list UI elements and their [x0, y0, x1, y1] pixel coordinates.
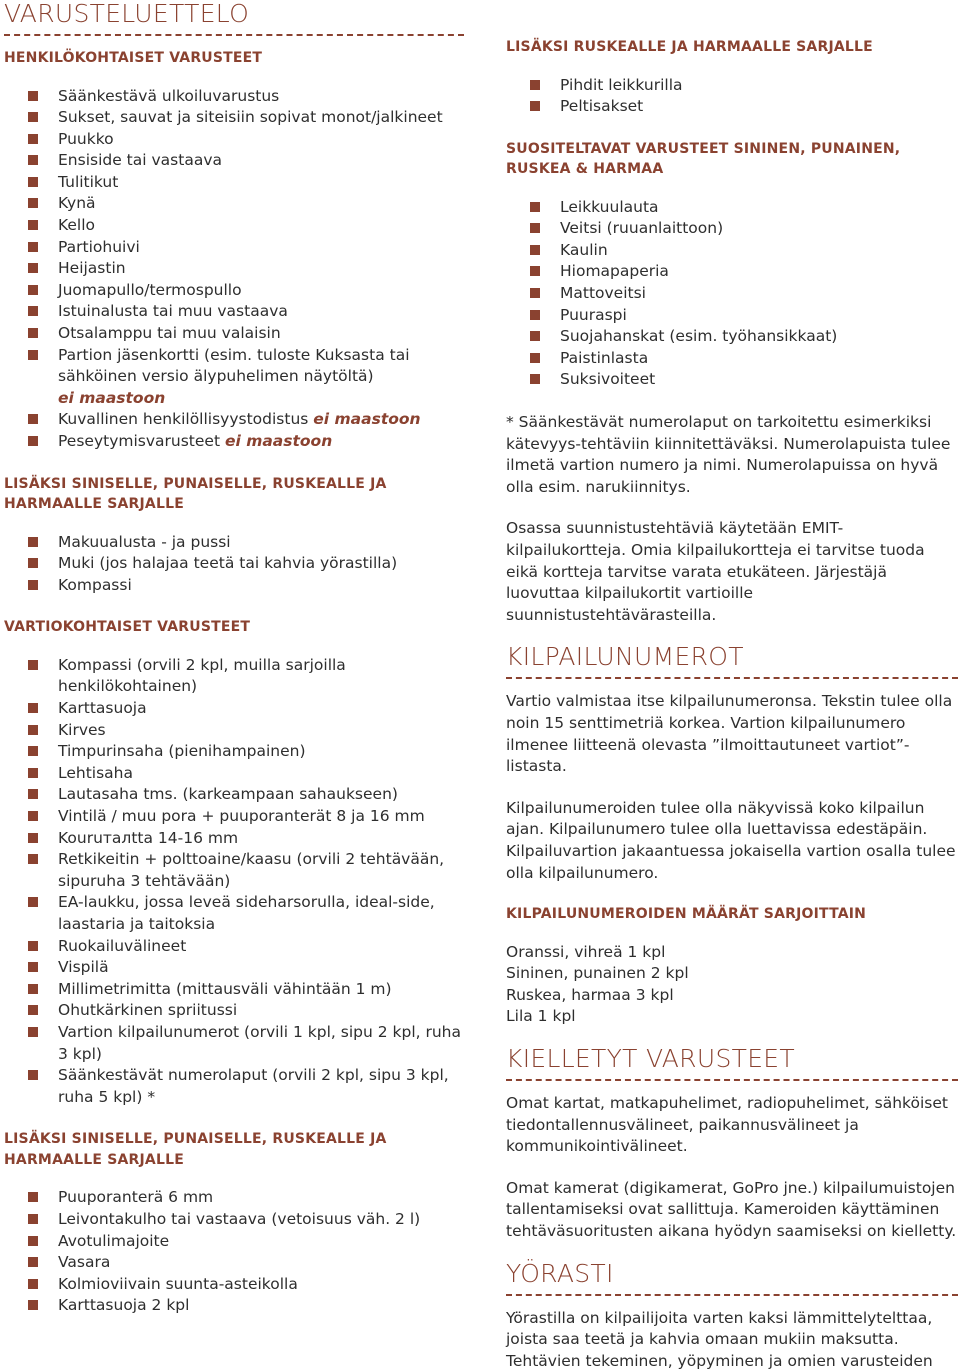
bullet-icon: [28, 897, 38, 907]
section-heading-personal: HENKILÖKOHTAISET VARUSTEET: [4, 50, 263, 66]
bullet-icon: [28, 984, 38, 994]
list-personal: [4, 86, 464, 453]
section-title-night-checkpoint: YÖRASTI: [506, 1258, 614, 1288]
list-item: Peltisakset: [506, 96, 958, 118]
list-item: Juomapullo/termospullo: [4, 280, 464, 302]
list-item: Kompassi: [4, 575, 464, 597]
list-item: Mattoveitsi: [506, 283, 958, 305]
list-item: Otsalamppu tai muu valaisin: [4, 323, 464, 345]
list-item: Lehtisaha: [4, 763, 464, 785]
bullet-icon: [28, 833, 38, 843]
list-item: Karttasuoja 2 kpl: [4, 1295, 464, 1317]
list-item: Puukko: [4, 129, 464, 151]
list-item: Millimetrimitta (mittausväli vähintään 1 m): [4, 979, 464, 1001]
competition-numbers-text-1: Vartio valmistaa itse kilpailunumeronsa. Tekstin tulee olla noin 15 senttimetriä korkea. Vartion kilpailunumero ilmenee liitteenä olevasta ”ilmoittautuneet vartiot”-listasta.: [506, 692, 953, 776]
bullet-icon: [28, 1192, 38, 1202]
bullet-icon: [28, 1279, 38, 1289]
bullet-icon: [28, 768, 38, 778]
list-item: Säänkestävä ulkoiluvarustus: [4, 86, 464, 108]
list-recommended: [506, 197, 958, 391]
bullet-icon: [28, 703, 38, 713]
bullet-icon: [530, 310, 540, 320]
list-item: Ruokailuvälineet: [4, 936, 464, 958]
right-column: [506, 0, 958, 1372]
numbertag-note: * Säänkestävät numerolaput on tarkoitettu esimerkiksi kätevyys-tehtäviin kiinnitettäväksi. Numerolapuista tulee ilmetä vartion numero ja nimi. Numerolapuissa on hyvä olla esim. narukiinnitys.: [506, 413, 951, 496]
bullet-icon: [28, 328, 38, 338]
list-item: Pihdit leikkurilla: [506, 75, 958, 97]
section-title-competition-numbers: KILPAILUNUMEROT: [506, 642, 744, 672]
list-item: Karttasuoja: [4, 698, 464, 720]
list-item: Vispilä: [4, 957, 464, 979]
bullet-icon: [28, 1300, 38, 1310]
bullet-icon: [28, 134, 38, 144]
section-heading-extra-blue-red-brown-grey-patrol: LISÄKSI SINISELLE, PUNAISELLE, RUSKEALLE JA HARMAALLE SARJALLE: [4, 1131, 387, 1168]
not-in-field-note: ei maastoon: [313, 410, 421, 429]
bullet-icon: [28, 1257, 38, 1267]
section-heading-patrol: VARTIOKOHTAISET VARUSTEET: [4, 619, 251, 636]
list-extra-patrol: [4, 1187, 464, 1317]
section-heading-extra-blue-red-brown-grey: LISÄKSI SINISELLE, PUNAISELLE, RUSKEALLE JA HARMAALLE SARJALLE: [4, 475, 387, 513]
left-column: [4, 0, 464, 1317]
list-item: Makuualusta - ja pussi: [4, 532, 464, 554]
list-item: Partiohuivi: [4, 237, 464, 259]
bullet-icon: [28, 558, 38, 568]
emit-card-note: Osassa suunnistustehtäviä käytetään EMIT-kilpailukortteja. Omia kilpailukortteja ei tarvitse tuoda eikä kortteja tarvitse varata etukäteen. Järjestäjä luovuttaa kilpailukortit vartioille suunnistustehtävärasteilla.: [506, 519, 925, 624]
section-heading-numbers-per-series: KILPAILUNUMEROIDEN MÄÄRÄT SARJOITTAIN: [506, 906, 867, 923]
not-in-field-note: ei maastoon: [224, 432, 333, 450]
list-item: Suksivoiteet: [506, 369, 958, 391]
bullet-icon: [28, 306, 38, 316]
bullet-icon: [28, 941, 38, 951]
list-item: Kuvallinen henkilöllisyystodistus ei maastoon: [4, 409, 464, 431]
bullet-icon: [28, 537, 38, 547]
bullet-icon: [28, 725, 38, 735]
bullet-icon: [28, 198, 38, 208]
list-item: Muki (jos halajaa teetä tai kahvia yörastilla): [4, 553, 464, 575]
bullet-icon: [28, 414, 38, 424]
bullet-icon: [28, 112, 38, 122]
forbidden-equipment-text-2: Omat kamerat (digikamerat, GoPro jne.) kilpailumuistojen tallentamiseksi ovat sallittuja. Kameroiden käyttäminen tehtäväsuoritusten aikana hyödyn saamiseksi on kielletty.: [506, 1178, 957, 1240]
list-item: Heijastin: [4, 258, 464, 280]
bullet-icon: [28, 746, 38, 756]
list-item: Ensiside tai vastaava: [4, 150, 464, 172]
bullet-icon: [28, 155, 38, 165]
list-item: Kello: [4, 215, 464, 237]
bullet-icon: [28, 1005, 38, 1015]
list-patrol: [4, 655, 464, 1108]
list-item: Vintilä / muu pora + puuporanterät 8 ja 16 mm: [4, 806, 464, 828]
numbers-per-series-line: Lila 1 kpl: [506, 1007, 576, 1026]
page-title: VARUSTELUETTELO: [4, 0, 250, 28]
list-item: Kynä: [4, 193, 464, 215]
forbidden-equipment-text-1: Omat kartat, matkapuhelimet, radiopuhelimet, sähköiset tiedontallennusvälineet, paikannusvälineet ja kommunikointivälineet.: [506, 1094, 948, 1156]
list-item: Peseytymisvarusteet ei maastoon: [4, 431, 464, 453]
bullet-icon: [28, 285, 38, 295]
list-item: Tulitikut: [4, 172, 464, 194]
section-heading-recommended: SUOSITELTAVAT VARUSTEET SININEN, PUNAINEN, RUSKEA & HARMAA: [506, 140, 901, 178]
list-item: Puuraspi: [506, 305, 958, 327]
bullet-icon: [530, 374, 540, 384]
list-item: Leikkuulauta: [506, 197, 958, 219]
bullet-icon: [530, 202, 540, 212]
list-item: Istuinalusta tai muu vastaava: [4, 301, 464, 323]
numbers-per-series-line: Sininen, punainen 2 kpl: [506, 964, 689, 983]
bullet-icon: [530, 353, 540, 363]
bullet-icon: [530, 266, 540, 276]
numbers-per-series-line: Oranssi, vihreä 1 kpl: [506, 942, 666, 961]
list-item: EA-laukku, jossa leveä sideharsorulla, ideal-side, laastaria ja taitoksia: [4, 892, 464, 935]
bullet-icon: [28, 91, 38, 101]
list-extra-series: [4, 532, 464, 597]
list-item: Partion jäsenkortti (esim. tuloste Kuksasta tai sähköinen versio älypuhelimen näytöltä) ei maastoon: [4, 345, 464, 410]
bullet-icon: [530, 288, 540, 298]
list-item: Vasara: [4, 1252, 464, 1274]
bullet-icon: [530, 101, 540, 111]
list-extra-brown-grey: [506, 75, 958, 118]
list-item: Puuporanterä 6 mm: [4, 1187, 464, 1209]
bullet-icon: [28, 350, 38, 360]
list-item: Ohutkärkinen spriitussi: [4, 1000, 464, 1022]
bullet-icon: [28, 789, 38, 799]
list-item: Hiomapaperia: [506, 261, 958, 283]
bullet-icon: [28, 1214, 38, 1224]
list-item: Kompassi (orvili 2 kpl, muilla sarjoilla henkilökohtainen): [4, 655, 464, 698]
competition-numbers-text-2: Kilpailunumeroiden tulee olla näkyvissä koko kilpailun ajan. Kilpailunumero tulee olla luettavissa edestäpäin. Kilpailuvartion jakaantuessa jokaisella vartion osalla tulee olla kilpailunumero.: [506, 798, 956, 882]
list-item: Säänkestävät numerolaput (orvili 2 kpl, sipu 3 kpl, ruha 5 kpl) *: [4, 1065, 464, 1108]
bullet-icon: [28, 962, 38, 972]
list-item: Sukset, sauvat ja siteisiin sopivat monot/jalkineet: [4, 107, 464, 129]
list-item: Kolmioviivain suunta-asteikolla: [4, 1274, 464, 1296]
not-in-field-note: ei maastoon: [58, 388, 166, 407]
bullet-icon: [28, 1027, 38, 1037]
list-item: Suojahanskat (esim. työhansikkaat): [506, 326, 958, 348]
list-item: Avotulimajoite: [4, 1231, 464, 1253]
list-item: Paistinlasta: [506, 348, 958, 370]
bullet-icon: [28, 436, 38, 446]
numbers-per-series-line: Ruskea, harmaa 3 kpl: [506, 985, 674, 1004]
bullet-icon: [28, 220, 38, 230]
section-heading-extra-brown-grey: LISÄKSI RUSKEALLE JA HARMAALLE SARJALLE: [506, 39, 873, 55]
bullet-icon: [530, 331, 540, 341]
bullet-icon: [28, 263, 38, 273]
bullet-icon: [530, 223, 540, 233]
list-item: Veitsi (ruuanlaittoon): [506, 218, 958, 240]
bullet-icon: [28, 242, 38, 252]
bullet-icon: [28, 580, 38, 590]
bullet-icon: [28, 1236, 38, 1246]
bullet-icon: [530, 245, 540, 255]
list-item: Kaulin: [506, 240, 958, 262]
section-title-forbidden-equipment: KIELLETYT VARUSTEET: [506, 1044, 795, 1073]
list-item: Lautasaha tms. (karkeampaan sahaukseen): [4, 784, 464, 806]
night-checkpoint-text: Yörastilla on kilpailijoita varten kaksi lämmittelytelttaa, joista saa teetä ja kahvia omaan mukiin maksutta. Tehtävien tekeminen, yöpyminen ja omien varusteiden: [506, 1308, 933, 1370]
bullet-icon: [28, 177, 38, 187]
bullet-icon: [28, 1070, 38, 1080]
bullet-icon: [28, 854, 38, 864]
list-item: Leivontakulho tai vastaava (vetoisuus väh. 2 l): [4, 1209, 464, 1231]
list-item: Retkikeitin + polttoaine/kaasu (orvili 2 tehtävään, sipuruha 3 tehtävään): [4, 849, 464, 892]
list-item: Timpurinsaha (pienihampainen): [4, 741, 464, 763]
bullet-icon: [28, 660, 38, 670]
bullet-icon: [530, 80, 540, 90]
list-item: Vartion kilpailunumerot (orvili 1 kpl, sipu 2 kpl, ruha 3 kpl): [4, 1022, 464, 1065]
list-item: Kirves: [4, 720, 464, 742]
bullet-icon: [28, 811, 38, 821]
list-item: Kouruталtta 14-16 mm: [4, 828, 464, 850]
